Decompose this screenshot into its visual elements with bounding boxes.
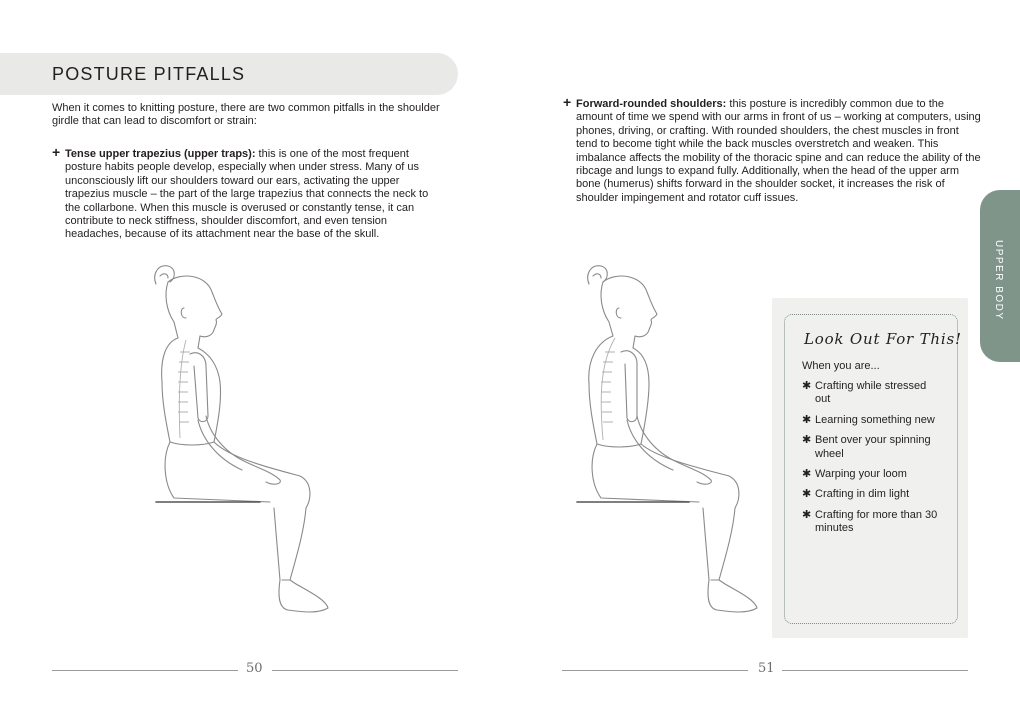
page-number: 50 [240,661,269,676]
asterisk-icon: ✱ [802,468,812,481]
seated-figure-rounded-shoulders-illustration [575,262,780,618]
bullet-text: this is one of the most frequent posture habits people develop, especially when under stress. Many of us unconsciously lift our shoulders toward our ears, activating the upper trapezius muscle – the part of the large trapezius that connects the neck to the collarbone. When this muscle is overused or constantly tense, it can contribute to neck stiffness, shoulder discomfort, and even tension headaches, because of its attachment near the base of the skull. [65,148,429,241]
list-item: ✱ Crafting while stressed out [802,380,927,406]
callout-intro: When you are... [802,360,880,372]
asterisk-icon: ✱ [802,488,812,501]
bullet-heading: Tense upper trapezius (upper traps): [65,148,256,160]
asterisk-icon: ✱ [802,413,812,426]
bullet-heading: Forward-rounded shoulders: [576,98,727,110]
bullet-tense-upper-trapezius [52,144,437,242]
list-item: ✱ Learning something new [802,413,935,426]
callout-title: Look Out For This! [804,330,962,348]
bullet-forward-rounded-shoulders [563,94,981,205]
footer-rule-left-a [52,670,238,671]
seated-figure-tense-traps-illustration [150,262,330,618]
right-page [510,0,1020,724]
section-tab-label: UPPER BODY [993,240,1004,321]
footer-rule-right-a [562,670,748,671]
asterisk-icon: ✱ [802,380,812,392]
list-item: ✱ Bent over your spinning wheel [802,434,931,460]
callout-list [802,380,942,543]
list-item: ✱ Crafting in dim light [802,488,910,501]
asterisk-icon: ✱ [802,434,812,447]
plus-icon: + [563,94,572,110]
plus-icon: + [52,144,61,160]
list-item: ✱ Warping your loom [802,468,907,481]
bullet-text: this posture is incredibly common due to the amount of time we spend with our arms in front of us – working at computers, using phones, driving, or crafting. With rounded shoulders, the chest muscles in front tend to become tight while the back muscles overstretch and weaken. This imbalance affects the mobility of the thoracic spine and can reduce the ability of the ribcage and lungs to expand fully. Additionally, when the head of the upper arm bone (humerus) shifts forward in the shoulder socket, it increases the risk of shoulder impingement and rotator cuff issues. [576,98,981,204]
intro-paragraph: When it comes to knitting posture, there are two common pitfalls in the shoulder girdle that can lead to discomfort or strain: [52,102,440,128]
list-item: ✱ Crafting for more than 30 minutes [802,508,938,535]
page-number: 51 [752,661,781,676]
page-title: POSTURE PITFALLS [52,64,246,84]
footer-rule-right-b [782,670,968,671]
footer-rule-left-b [272,670,458,671]
asterisk-icon: ✱ [802,508,812,521]
